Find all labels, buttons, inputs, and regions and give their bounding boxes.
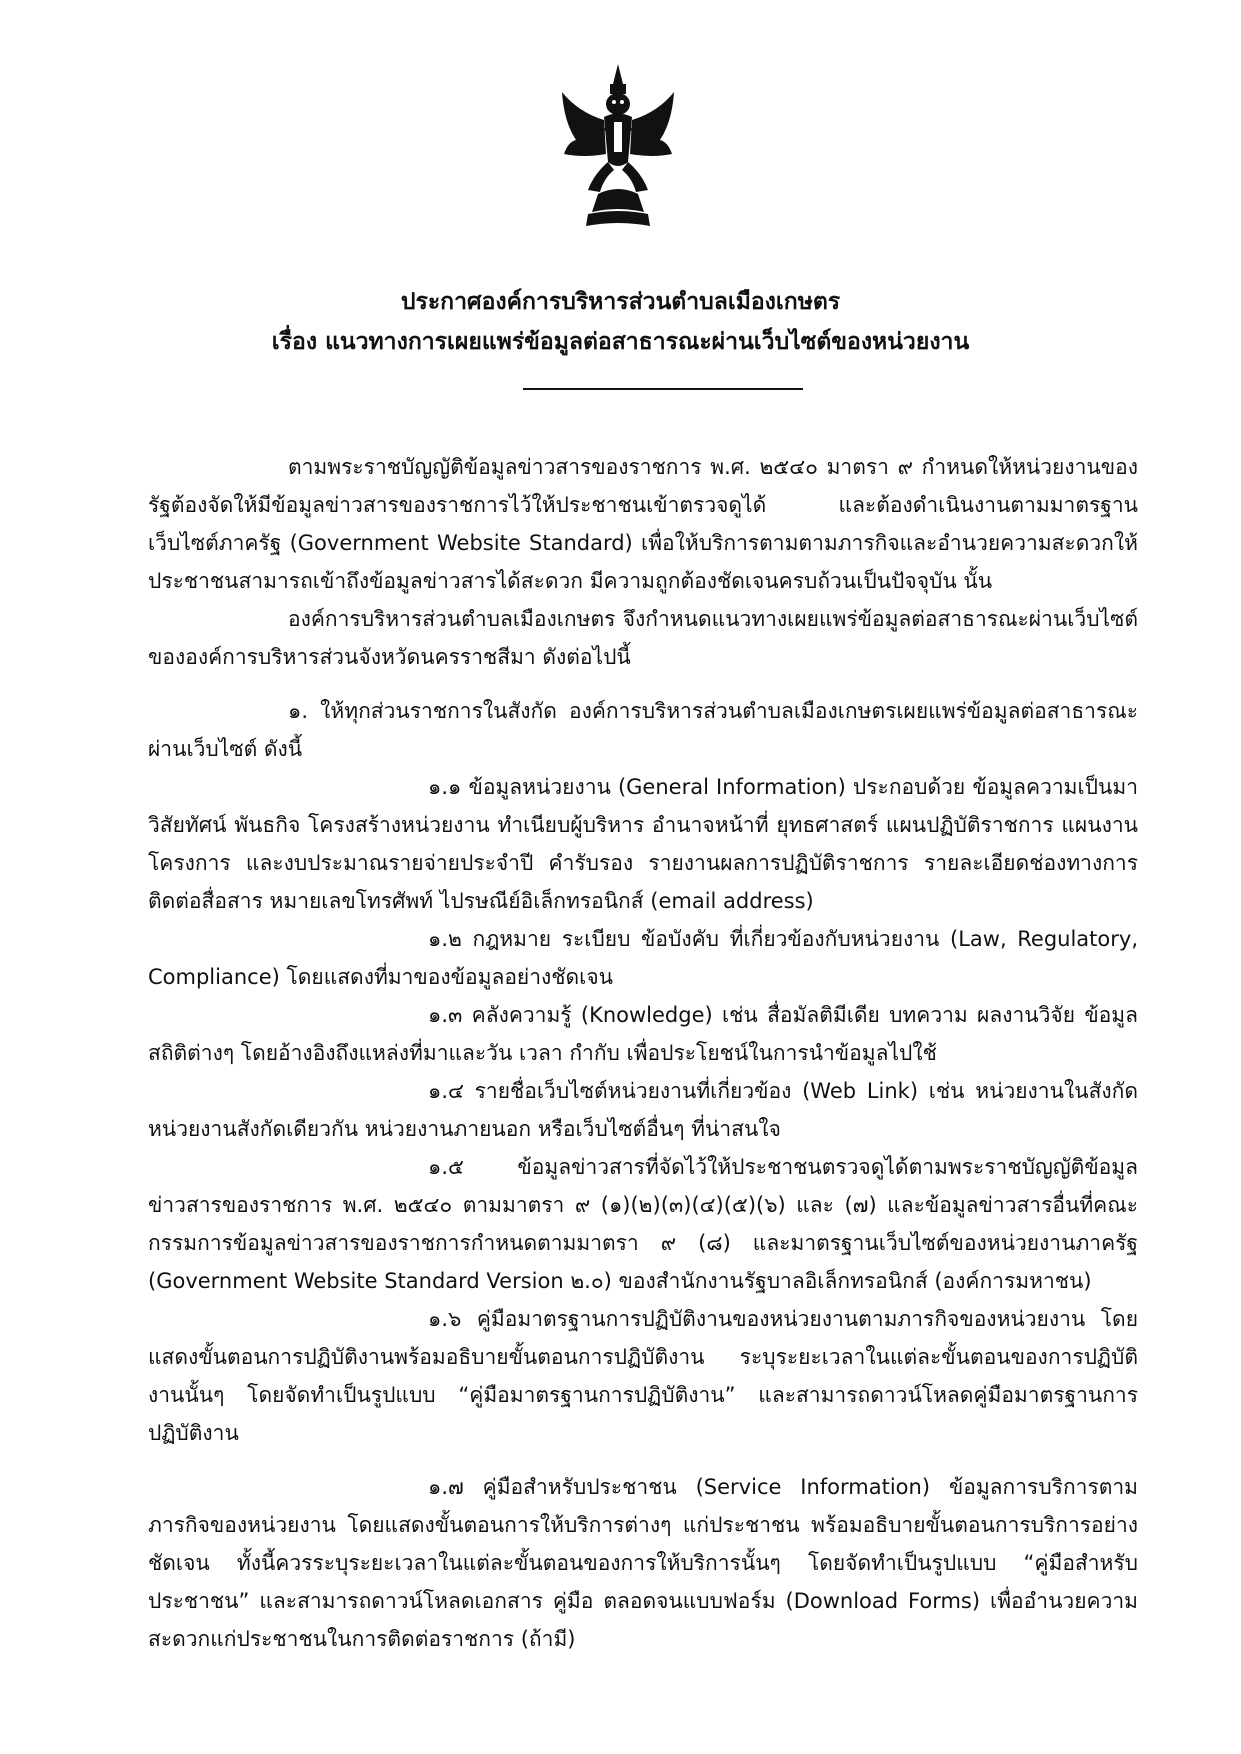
document-body [148, 448, 1138, 1658]
paragraph-item-1-4: ๑.๔ รายชื่อเว็บไซต์หน่วยงานที่เกี่ยวข้อง (Web Link) เช่น หน่วยงานในสังกัด หน่วยงานสังกัดเดียวกัน หน่วยงานภายนอก หรือเว็บไซต์อื่นๆ ที่น่าสนใจ [148, 1079, 1138, 1141]
title-divider [523, 388, 803, 390]
paragraph-item-1-7: ๑.๗ คู่มือสำหรับประชาชน (Service Information) ข้อมูลการบริการตามภารกิจของหน่วยงาน โดยแสดงขั้นตอนการให้บริการต่างๆ แก่ประชาชน พร้อมอธิบายขั้นตอนการบริการอย่างชัดเจน ทั้งนี้ควรระบุระยะเวลาในแต่ละขั้นตอนของการให้บริการนั้นๆ โดยจัดทำเป็นรูปแบบ “คู่มือสำหรับประชาชน” และสามารถดาวน์โหลดเอกสาร คู่มือ ตลอดจนแบบฟอร์ม (Download Forms) เพื่ออำนวยความสะดวกแก่ประชาชนในการติดต่อราชการ (ถ้ามี) [148, 1475, 1138, 1651]
document-title: ประกาศองค์การบริหารส่วนตำบลเมืองเกษตร [400, 289, 841, 315]
paragraph-guideline-statement: องค์การบริหารส่วนตำบลเมืองเกษตร จึงกำหนดแนวทางเผยแพร่ข้อมูลต่อสาธารณะผ่านเว็บไซต์ขององค์การบริหารส่วนจังหวัดนครราชสีมา ดังต่อไปนี้ [148, 607, 1138, 669]
paragraph-intro: ตามพระราชบัญญัติข้อมูลข่าวสารของราชการ พ.ศ. ๒๕๔๐ มาตรา ๙ กำหนดให้หน่วยงานของรัฐต้องจัดให้มีข้อมูลข่าวสารของราชการไว้ให้ประชาชนเข้าตรวจดูได้ และต้องดำเนินงานตามมาตรฐานเว็บไซต์ภาครัฐ (Government Website Standard) เพื่อให้บริการตามตามภารกิจและอำนวยความสะดวกให้ประชาชนสามารถเข้าถึงข้อมูลข่าวสารได้สะดวก มีความถูกต้องชัดเจนครบถ้วนเป็นปัจจุบัน นั้น [148, 455, 1138, 593]
garuda-emblem-icon [558, 62, 678, 232]
paragraph-item-1-2: ๑.๒ กฎหมาย ระเบียบ ข้อบังคับ ที่เกี่ยวข้องกับหน่วยงาน (Law, Regulatory, Compliance) โดยแสดงที่มาของข้อมูลอย่างชัดเจน [148, 927, 1138, 989]
paragraph-item-1-5: ๑.๕ ข้อมูลข่าวสารที่จัดไว้ให้ประชาชนตรวจดูได้ตามพระราชบัญญัติข้อมูลข่าวสารของราชการ พ.ศ. ๒๕๔๐ ตามมาตรา ๙ (๑)(๒)(๓)(๔)(๕)(๖) และ (๗) และข้อมูลข่าวสารอื่นที่คณะกรรมการข้อมูลข่าวสารของราชการกำหนดตามมาตรา ๙ (๘) และมาตรฐานเว็บไซต์ของหน่วยงานภาครัฐ (Government Website Standard Version ๒.๐) ของสำนักงานรัฐบาลอิเล็กทรอนิกส์ (องค์การมหาชน) [148, 1155, 1138, 1293]
paragraph-item-1-3: ๑.๓ คลังความรู้ (Knowledge) เช่น สื่อมัลติมีเดีย บทความ ผลงานวิจัย ข้อมูลสถิติต่างๆ โดยอ้างอิงถึงแหล่งที่มาและวัน เวลา กำกับ เพื่อประโยชน์ในการนำข้อมูลไปใช้ [148, 1003, 1138, 1065]
paragraph-item-1: ๑. ให้ทุกส่วนราชการในสังกัด องค์การบริหารส่วนตำบลเมืองเกษตรเผยแพร่ข้อมูลต่อสาธารณะผ่านเว็บไซต์ ดังนี้ [148, 699, 1138, 761]
paragraph-item-1-1: ๑.๑ ข้อมูลหน่วยงาน (General Information) ประกอบด้วย ข้อมูลความเป็นมา วิสัยทัศน์ พันธกิจ โครงสร้างหน่วยงาน ทำเนียบผู้บริหาร อำนาจหน้าที่ ยุทธศาสตร์ แผนปฏิบัติราชการ แผนงาน โครงการ และงบประมาณรายจ่ายประจำปี คำรับรอง รายงานผลการปฏิบัติราชการ รายละเอียดช่องทางการติดต่อสื่อสาร หมายเลขโทรศัพท์ ไปรษณีย์อิเล็กทรอนิกส์ (email address) [148, 775, 1138, 913]
paragraph-item-1-6: ๑.๖ คู่มือมาตรฐานการปฏิบัติงานของหน่วยงานตามภารกิจของหน่วยงาน โดยแสดงขั้นตอนการปฏิบัติงานพร้อมอธิบายขั้นตอนการปฏิบัติงาน ระบุระยะเวลาในแต่ละขั้นตอนของการปฏิบัติงานนั้นๆ โดยจัดทำเป็นรูปแบบ “คู่มือมาตรฐานการปฏิบัติงาน” และสามารถดาวน์โหลดคู่มือมาตรฐานการปฏิบัติงาน [148, 1307, 1138, 1445]
document-subject: เรื่อง แนวทางการเผยแพร่ข้อมูลต่อสาธารณะผ่านเว็บไซต์ของหน่วยงาน [271, 329, 970, 355]
